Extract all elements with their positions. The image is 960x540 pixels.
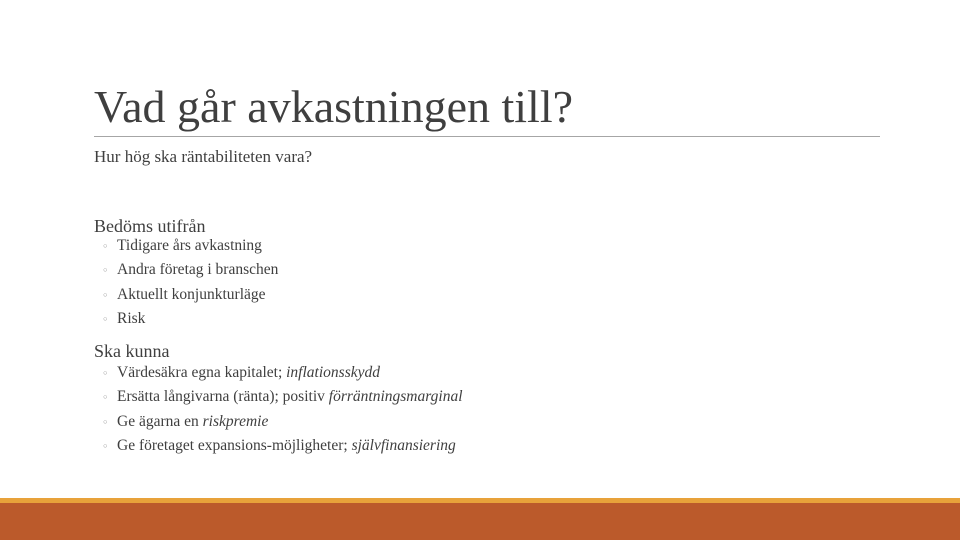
list-item-emphasis: självfinansiering [351,437,456,455]
list-item [102,385,463,409]
title-divider [94,136,880,137]
list-item-text: Ge ägarna en [117,412,199,430]
bullet-icon: ◦ [102,240,109,253]
list-item-emphasis: förräntningsmarginal [328,388,463,406]
bullet-icon: ◦ [102,313,109,327]
list-item-emphasis: riskpremie [202,412,269,430]
slide-title: Vad går avkastningen till? [94,81,574,132]
list-item [102,434,463,458]
list-item [102,283,278,307]
list-item-text: Värdesäkra egna kapitalet; [117,364,283,381]
list-item [102,258,278,282]
list-item [102,410,463,434]
list-item [102,361,463,385]
list-item-text: Tidigare års avkastning [117,237,262,254]
footer-band [0,503,960,540]
section-heading-bedoms: Bedöms utifrån [94,216,206,236]
bullet-icon: ◦ [102,288,109,302]
bullet-icon: ◦ [102,264,109,278]
bullet-icon: ◦ [102,415,109,429]
list-item-emphasis: inflationsskydd [286,364,380,381]
bullet-icon: ◦ [102,440,109,454]
list-item-text: Ge företaget expansions-möjligheter; [117,437,348,455]
slide-subtitle: Hur hög ska räntabiliteten vara? [94,147,313,166]
section-heading-ska-kunna: Ska kunna [94,341,170,361]
list-item-text: Ersätta långivarna (ränta); positiv [117,388,325,406]
list-item [102,234,278,258]
bullet-list-bedoms [102,234,278,332]
bullet-icon: ◦ [102,391,109,405]
list-item [102,307,278,331]
bullet-list-ska-kunna [102,361,463,459]
bullet-icon: ◦ [102,367,109,380]
list-item-text: Andra företag i branschen [117,261,279,279]
list-item-text: Risk [117,310,146,328]
list-item-text: Aktuellt konjunkturläge [117,285,266,303]
